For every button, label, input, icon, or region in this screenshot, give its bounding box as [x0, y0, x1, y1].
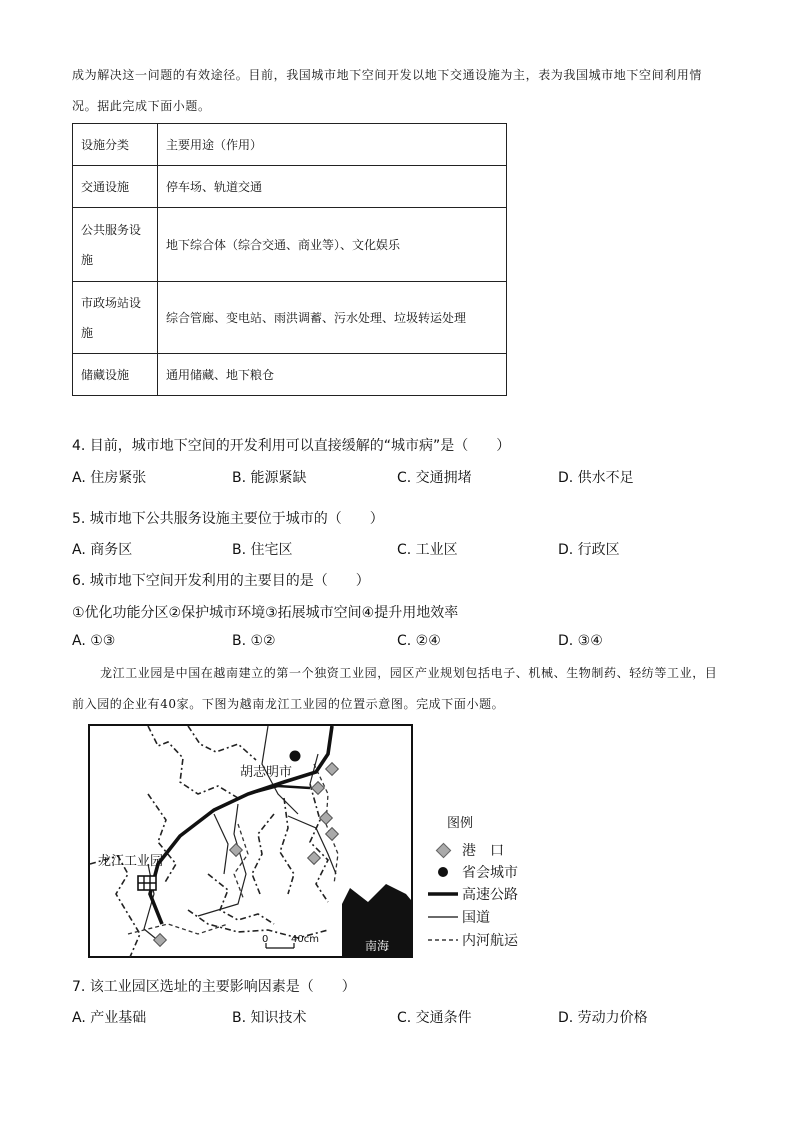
legend-label: 省会城市	[462, 865, 518, 881]
legend-label: 国道	[462, 910, 490, 926]
location-map	[88, 724, 413, 958]
legend-item-expressway	[424, 884, 518, 904]
question-6-stem: 6. 城市地下空间开发利用的主要目的是（ ）	[72, 573, 370, 589]
table-cell: 地下综合体（综合交通、商业等）、文化娱乐	[158, 208, 507, 282]
legend-item-national-road	[424, 907, 490, 927]
provincial-capital-marker	[290, 751, 301, 762]
intro-paragraph-1: 成为解决这一问题的有效途径。目前，我国城市地下空间开发以地下交通设施为主，表为我国城市地下空间利用情况。据此完成下面小题。	[72, 68, 703, 113]
legend-item-port	[424, 840, 504, 860]
legend-label: 高速公路	[462, 887, 518, 903]
facility-table	[72, 123, 507, 396]
sea-label: 南海	[365, 939, 390, 953]
table-cell: 主要用途（作用）	[158, 124, 507, 166]
table-row	[73, 282, 507, 354]
table-row	[73, 208, 507, 282]
scale-40: 40cm	[291, 934, 319, 945]
option-c[interactable]: C. 交通条件	[397, 1010, 472, 1026]
legend-label: 内河航运	[462, 933, 518, 949]
river-route-line-icon	[424, 937, 462, 943]
table-cell: 设施分类	[73, 124, 158, 166]
scale-zero: 0	[262, 934, 269, 945]
question-4-stem: 4. 目前，城市地下空间的开发利用可以直接缓解的“城市病”是（ ）	[72, 438, 511, 454]
expressway-line-icon	[424, 891, 462, 897]
table-cell: 公共服务设施	[73, 208, 158, 282]
legend-title: 图例	[447, 816, 474, 831]
option-c[interactable]: C. ②④	[397, 633, 441, 649]
hcmc-label: 胡志明市	[240, 765, 293, 780]
table-cell: 交通设施	[73, 166, 158, 208]
legend-label: 港 口	[462, 843, 504, 859]
port-icon	[424, 845, 462, 856]
option-b[interactable]: B. 住宅区	[232, 542, 293, 558]
option-a[interactable]: A. 产业基础	[72, 1010, 147, 1026]
question-5-stem: 5. 城市地下公共服务设施主要位于城市的（ ）	[72, 511, 384, 527]
legend-item-river	[424, 930, 518, 950]
table-cell: 储藏设施	[73, 354, 158, 396]
option-d[interactable]: D. ③④	[558, 633, 603, 649]
table-cell: 停车场、轨道交通	[158, 166, 507, 208]
table-cell: 通用储藏、地下粮仓	[158, 354, 507, 396]
table-row	[73, 166, 507, 208]
option-c[interactable]: C. 工业区	[397, 542, 458, 558]
option-c[interactable]: C. 交通拥堵	[397, 470, 472, 486]
option-d[interactable]: D. 供水不足	[558, 470, 634, 486]
table-cell: 综合管廊、变电站、雨洪调蓄、污水处理、垃圾转运处理	[158, 282, 507, 354]
option-b[interactable]: B. 知识技术	[232, 1010, 307, 1026]
option-a[interactable]: A. ①③	[72, 633, 116, 649]
park-label: 龙江工业园	[98, 854, 164, 869]
industrial-park-icon	[138, 876, 156, 890]
question-6-statements: ①优化功能分区②保护城市环境③拓展城市空间④提升用地效率	[72, 605, 459, 621]
capital-dot-icon	[424, 867, 462, 877]
national-road-line-icon	[424, 914, 462, 920]
intro-paragraph-2: 龙江工业园是中国在越南建立的第一个独资工业园，园区产业规划包括电子、机械、生物制药、轻纺等工业，目前入园的企业有40家。下图为越南龙江工业园的位置示意图。完成下面小题。	[72, 666, 718, 711]
table-cell: 市政场站设施	[73, 282, 158, 354]
table-row	[73, 124, 507, 166]
option-b[interactable]: B. 能源紧缺	[232, 470, 307, 486]
option-d[interactable]: D. 行政区	[558, 542, 620, 558]
option-a[interactable]: A. 商务区	[72, 542, 133, 558]
option-a[interactable]: A. 住房紧张	[72, 470, 147, 486]
legend-item-capital	[424, 862, 518, 882]
option-d[interactable]: D. 劳动力价格	[558, 1010, 648, 1026]
option-b[interactable]: B. ①②	[232, 633, 276, 649]
table-row	[73, 354, 507, 396]
question-7-stem: 7. 该工业园区选址的主要影响因素是（ ）	[72, 979, 356, 995]
